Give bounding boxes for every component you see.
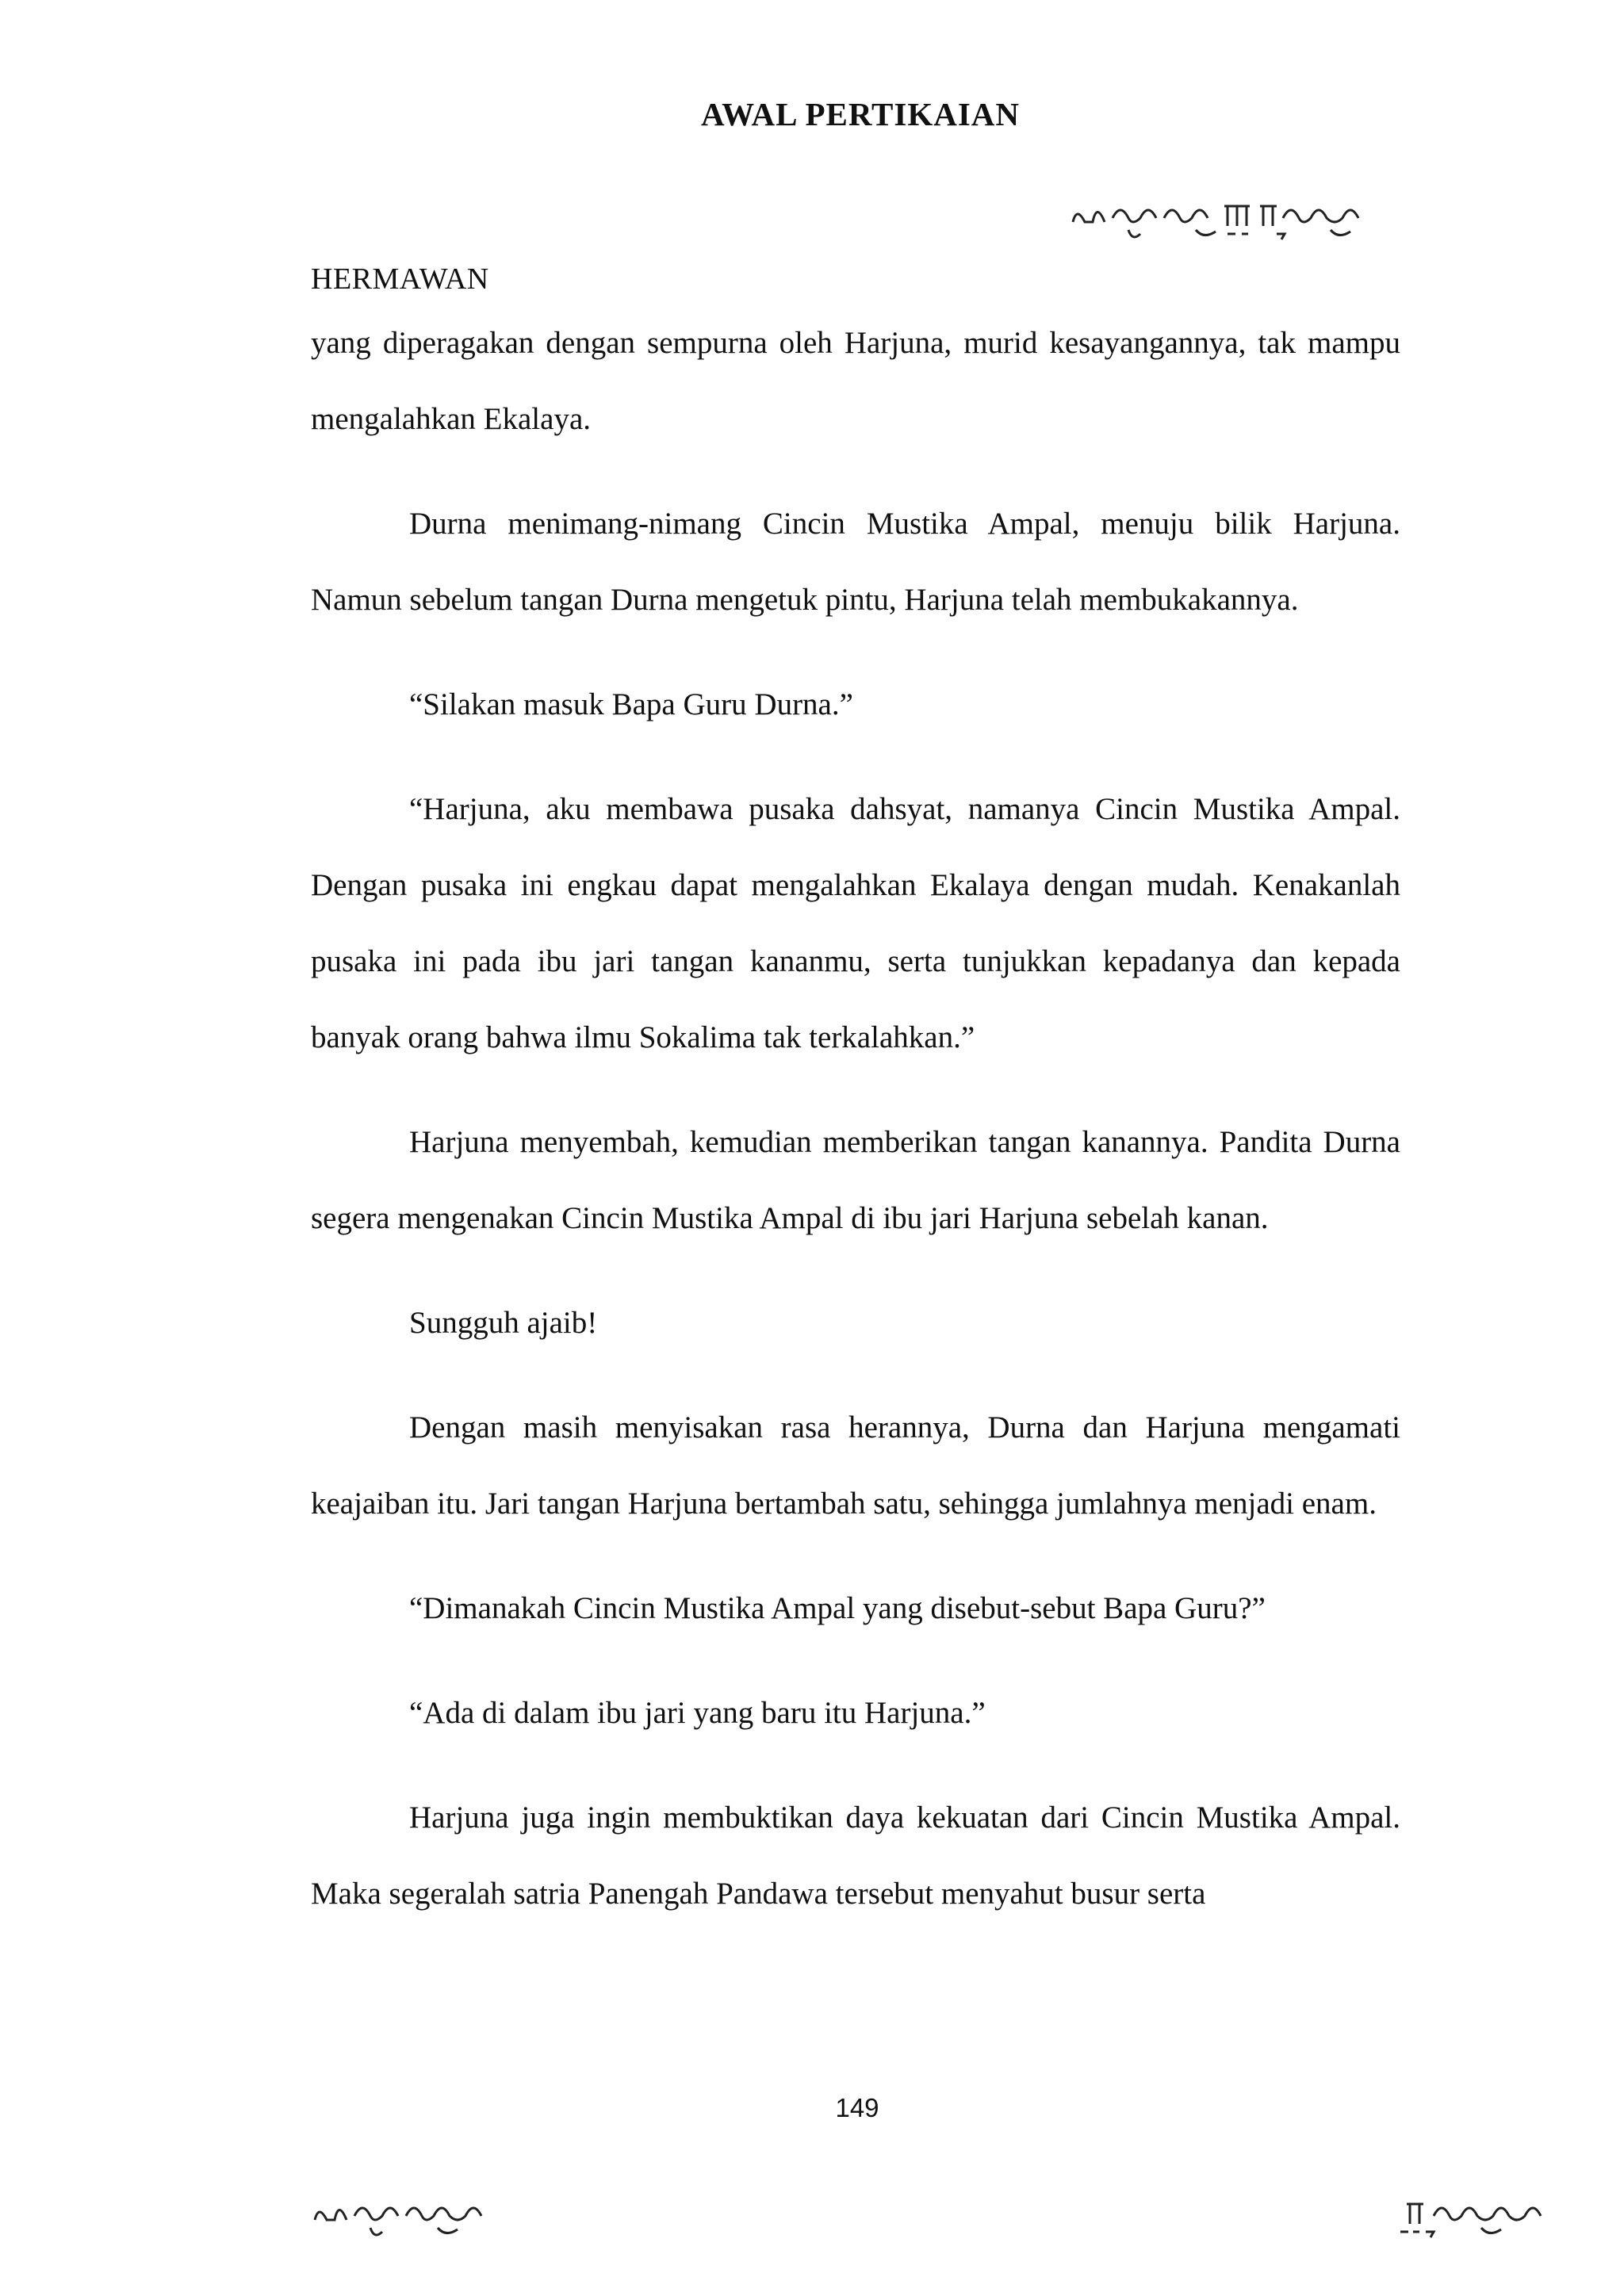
paragraph: Harjuna menyembah, kemudian memberikan tangan kanannya. Pandita Durna segera mengenakan Cincin Mustika Ampal di ibu jari Harjuna sebelah kanan. bbox=[311, 1125, 1400, 1235]
author-name: HERMAWAN bbox=[311, 262, 489, 296]
paragraph: Dengan masih menyisakan rasa herannya, Durna dan Harjuna mengamati keajaiban itu. Jari tangan Harjuna bertambah satu, sehingga jumlahnya menjadi enam. bbox=[311, 1410, 1400, 1521]
chapter-title: AWAL PERTIKAIAN bbox=[701, 96, 1020, 132]
paragraph: Sungguh ajaib! bbox=[409, 1306, 598, 1340]
paragraph: “Harjuna, aku membawa pusaka dahsyat, namanya Cincin Mustika Ampal. Dengan pusaka ini engkau dapat mengalahkan Ekalaya dengan mudah. Kenakanlah pusaka ini pada ibu jari tangan kananmu, serta tunjukkan kepadanya dan kepada banyak orang bahwa ilmu Sokalima tak terkalahkan.” bbox=[311, 792, 1400, 1054]
body-text bbox=[311, 305, 1400, 1961]
paragraph: “Silakan masuk Bapa Guru Durna.” bbox=[409, 687, 853, 721]
paragraph: “Dimanakah Cincin Mustika Ampal yang disebut-sebut Bapa Guru?” bbox=[409, 1591, 1266, 1625]
paragraph: “Ada di dalam ibu jari yang baru itu Harjuna.” bbox=[409, 1696, 986, 1730]
javanese-script-left-icon bbox=[311, 2188, 493, 2244]
javanese-script-right-icon bbox=[1394, 2188, 1545, 2244]
paragraph: Harjuna juga ingin membuktikan daya kekuatan dari Cincin Mustika Ampal. Maka segeralah satria Panengah Pandawa tersebut menyahut busur serta bbox=[311, 1800, 1400, 1911]
page-number: 149 bbox=[835, 2093, 879, 2122]
javanese-script-title-icon bbox=[1069, 190, 1386, 246]
paragraph: yang diperagakan dengan sempurna oleh Harjuna, murid kesayangannya, tak mampu mengalahkan Ekalaya. bbox=[311, 326, 1400, 436]
paragraph: Durna menimang-nimang Cincin Mustika Ampal, menuju bilik Harjuna. Namun sebelum tangan Durna mengetuk pintu, Harjuna telah membukakannya. bbox=[311, 507, 1400, 617]
